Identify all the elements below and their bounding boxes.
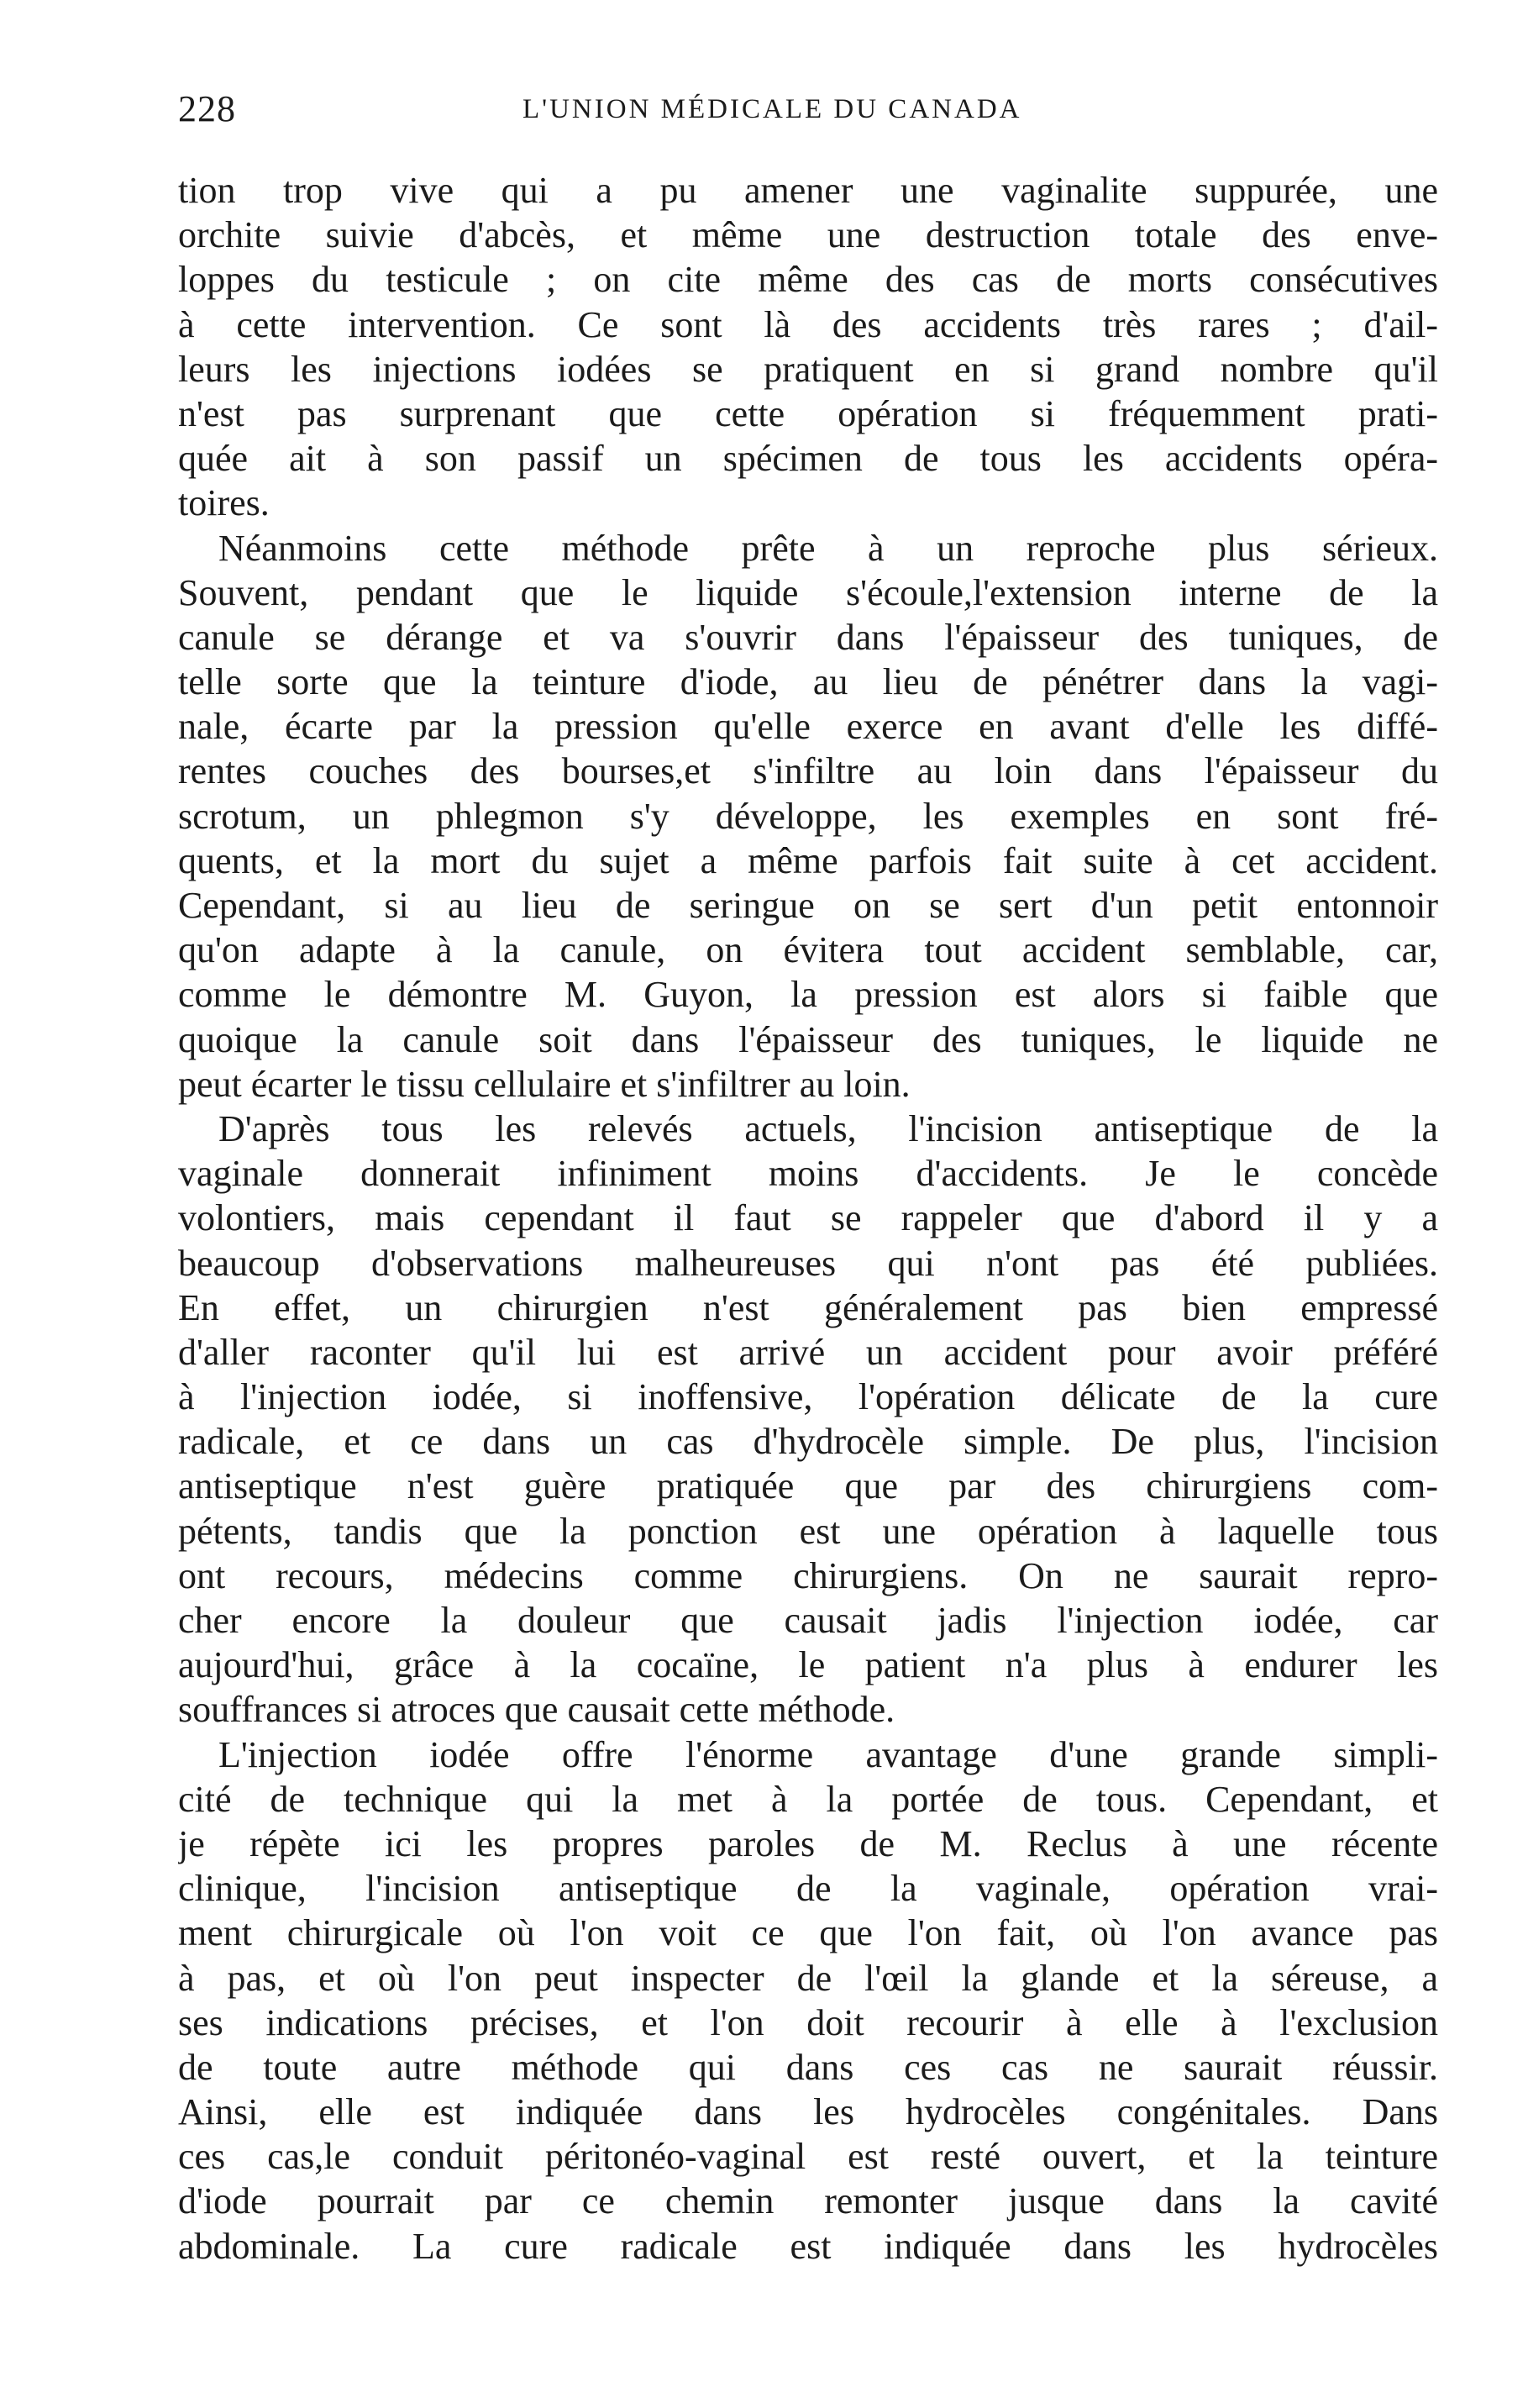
text-line: radicale, et ce dans un cas d'hydrocèle simple. De plus, l'incision (178, 1421, 1438, 1463)
paragraph-start-line: L'injection iodée offre l'énorme avantage d'une grande simpli- (218, 1733, 1438, 1775)
running-title: L'UNION MÉDICALE DU CANADA (522, 94, 1022, 124)
text-line: toires. (178, 482, 270, 524)
page-header (178, 84, 1438, 134)
text-line: Souvent, pendant que le liquide s'écoule,l'extension interne de la (178, 571, 1438, 613)
text-line: à pas, et où l'on peut inspecter de l'œil la glande et la séreuse, a (178, 1957, 1438, 1999)
text-line: antiseptique n'est guère pratiquée que par des chirurgiens com- (178, 1465, 1438, 1507)
text-line: d'iode pourrait par ce chemin remonter jusque dans la cavité (178, 2180, 1438, 2222)
page-number: 228 (178, 88, 236, 129)
text-line: quoique la canule soit dans l'épaisseur des tuniques, le liquide ne (178, 1018, 1438, 1060)
text-line: ont recours, médecins comme chirurgiens. On ne saurait repro- (178, 1554, 1438, 1596)
text-line: En effet, un chirurgien n'est généralement pas bien empressé (178, 1286, 1438, 1328)
text-line: de toute autre méthode qui dans ces cas ne saurait réussir. (178, 2046, 1438, 2088)
text-line: telle sorte que la teinture d'iode, au lieu de pénétrer dans la vagi- (178, 661, 1438, 703)
text-line: comme le démontre M. Guyon, la pression est alors si faible que (178, 974, 1438, 1016)
text-line: leurs les injections iodées se pratiquent en si grand nombre qu'il (178, 348, 1438, 390)
text-line: tion trop vive qui a pu amener une vaginalite suppurée, une (178, 170, 1438, 211)
text-line: loppes du testicule ; on cite même des cas de morts consécutives (178, 259, 1438, 301)
text-line: canule se dérange et va s'ouvrir dans l'épaisseur des tuniques, de (178, 616, 1438, 658)
text-line: clinique, l'incision antiseptique de la vaginale, opération vrai- (178, 1868, 1438, 1910)
paragraph-start-line: D'après tous les relevés actuels, l'incision antiseptique de la (218, 1107, 1438, 1149)
text-line: ment chirurgicale où l'on voit ce que l'on fait, où l'on avance pas (178, 1912, 1438, 1954)
text-line: ces cas,le conduit péritonéo-vaginal est resté ouvert, et la teinture (178, 2136, 1438, 2178)
text-line: quée ait à son passif un spécimen de tous les accidents opéra- (178, 438, 1438, 480)
text-line: ses indications précises, et l'on doit recourir à elle à l'exclusion (178, 2001, 1438, 2043)
text-line: je répète ici les propres paroles de M. Reclus à une récente (178, 1822, 1438, 1864)
text-line: abdominale. La cure radicale est indiquée dans les hydrocèles (178, 2225, 1438, 2267)
text-line: n'est pas surprenant que cette opération si fréquemment prati- (178, 392, 1438, 434)
text-line: pétents, tandis que la ponction est une opération à laquelle tous (178, 1510, 1438, 1552)
text-line: nale, écarte par la pression qu'elle exerce en avant d'elle les diffé- (178, 706, 1438, 748)
text-line: souffrances si atroces que causait cette méthode. (178, 1689, 895, 1731)
text-line: scrotum, un phlegmon s'y développe, les exemples en sont fré- (178, 795, 1438, 837)
text-line: Cependant, si au lieu de seringue on se sert d'un petit entonnoir (178, 885, 1438, 926)
text-line: vaginale donnerait infiniment moins d'accidents. Je le concède (178, 1153, 1438, 1195)
text-line: d'aller raconter qu'il lui est arrivé un accident pour avoir préféré (178, 1331, 1438, 1373)
text-line: à cette intervention. Ce sont là des accidents très rares ; d'ail- (178, 303, 1438, 345)
text-line: rentes couches des bourses,et s'infiltre au loin dans l'épaisseur du (178, 750, 1438, 792)
text-line: volontiers, mais cependant il faut se rappeler que d'abord il y a (178, 1197, 1438, 1239)
text-line: aujourd'hui, grâce à la cocaïne, le patient n'a plus à endurer les (178, 1644, 1438, 1686)
text-line: cité de technique qui la met à la portée de tous. Cependant, et (178, 1778, 1438, 1820)
body-text (178, 168, 1438, 2269)
text-line: orchite suivie d'abcès, et même une destruction totale des enve- (178, 214, 1438, 256)
text-line: qu'on adapte à la canule, on évitera tout accident semblable, car, (178, 929, 1438, 971)
text-line: peut écarter le tissu cellulaire et s'infiltrer au loin. (178, 1063, 911, 1105)
paragraph-start-line: Néanmoins cette méthode prête à un reproche plus sérieux. (218, 527, 1438, 569)
text-line: quents, et la mort du sujet a même parfois fait suite à cet accident. (178, 839, 1438, 881)
text-line: beaucoup d'observations malheureuses qui n'ont pas été publiées. (178, 1242, 1438, 1284)
text-line: Ainsi, elle est indiquée dans les hydrocèles congénitales. Dans (178, 2091, 1438, 2133)
text-line: cher encore la douleur que causait jadis l'injection iodée, car (178, 1600, 1438, 1641)
text-line: à l'injection iodée, si inoffensive, l'opération délicate de la cure (178, 1376, 1438, 1418)
